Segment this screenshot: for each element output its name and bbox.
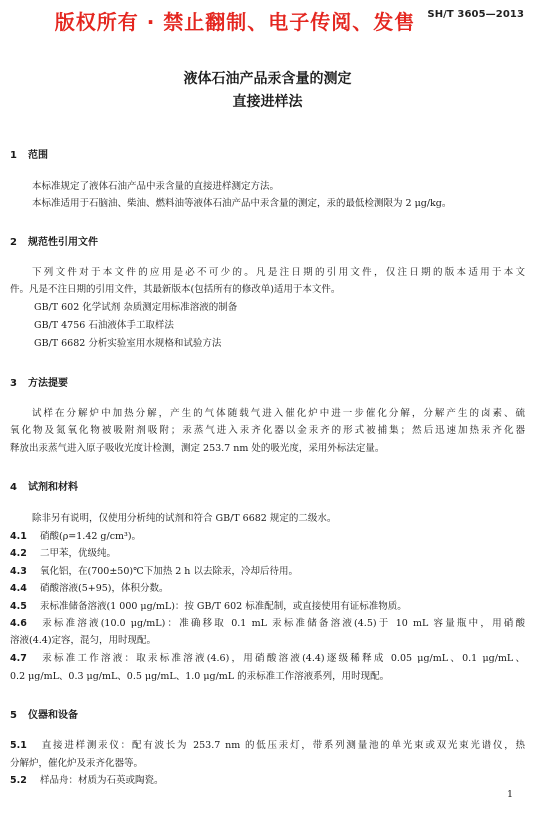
- clause-item: 5.1 直接进样测汞仪：配有波长为 253.7 nm 的低压汞灯，带系列测量池的单光束或双光束光谱仪，热: [10, 740, 525, 751]
- paragraph-line: 试样在分解炉中加热分解，产生的气体随载气进入催化炉中进一步催化分解，分解产生的卤素、硫: [32, 408, 525, 419]
- document-subtitle: 直接进样法: [232, 94, 303, 110]
- section-heading-apparatus: 5 仪器和设备: [10, 710, 78, 721]
- clause-item: 4.2 二甲苯，优级纯。: [10, 548, 117, 559]
- paragraph-line: 本标准适用于石脑油、柴油、燃料油等液体石油产品中汞含量的测定，汞的最低检测限为 2 μg/kg。: [32, 198, 452, 209]
- section-heading-principle: 3 方法提要: [10, 378, 68, 389]
- clause-item: 4.3 氧化铝，在(700±50)℃下加热 2 h 以去除汞，冷却后待用。: [10, 566, 298, 577]
- section-heading-scope: 1 范围: [10, 150, 48, 161]
- paragraph-line: 氧化物及氮氧化物被吸附剂吸附；汞蒸气进入汞齐化器以金汞齐的形式被捕集；然后迅速加热汞齐化器: [10, 425, 525, 436]
- paragraph-line: 本标准规定了液体石油产品中汞含量的直接进样测定方法。: [32, 181, 280, 192]
- document-title: 液体石油产品汞含量的测定: [183, 71, 352, 87]
- standard-number: SH/T 3605—2013: [427, 9, 524, 20]
- page-number: 1: [506, 789, 513, 800]
- clause-item: 4.1 硝酸(ρ=1.42 g/cm³)。: [10, 531, 142, 542]
- paragraph-line: 下列文件对于本文件的应用是必不可少的。凡是注日期的引用文件，仅注日期的版本适用于本文: [32, 267, 525, 278]
- section-heading-reagents: 4 试剂和材料: [10, 482, 78, 493]
- paragraph-line: 除非另有说明，仅使用分析纯的试剂和符合 GB/T 6682 规定的二级水。: [32, 513, 337, 524]
- clause-item: 4.5 汞标准储备溶液(1 000 μg/mL)：按 GB/T 602 标准配制，或直接使用有证标准物质。: [10, 601, 407, 612]
- clause-item: 4.7 汞标准工作溶液：取汞标准溶液(4.6)，用硝酸溶液(4.4)逐级稀释成 0.05 μg/mL、0.1 μg/mL、: [10, 653, 525, 664]
- reference-item: GB/T 602 化学试剂 杂质测定用标准溶液的制备: [34, 302, 238, 313]
- clause-item: 4.4 硝酸溶液(5+95)，体积分数。: [10, 583, 169, 594]
- reference-item: GB/T 6682 分析实验室用水规格和试验方法: [34, 338, 222, 349]
- clause-item-continuation: 溶液(4.4)定容，混匀，用时现配。: [10, 635, 157, 646]
- clause-item-continuation: 分解炉，催化炉及汞齐化器等。: [10, 758, 144, 769]
- clause-item-continuation: 0.2 μg/mL、0.3 μg/mL、0.5 μg/mL、1.0 μg/mL 的汞标准工作溶液系列，用时现配。: [10, 671, 390, 682]
- reference-item: GB/T 4756 石油液体手工取样法: [34, 320, 174, 331]
- copyright-watermark: 版权所有 · 禁止翻制、电子传阅、发售: [54, 10, 416, 34]
- clause-item: 5.2 样品舟：材质为石英或陶瓷。: [10, 775, 164, 786]
- paragraph-line: 件。凡是不注日期的引用文件，其最新版本(包括所有的修改单)适用于本文件。: [10, 284, 341, 295]
- paragraph-line: 释放出汞蒸气进入原子吸收光度计检测，测定 253.7 nm 处的吸光度，采用外标法定量。: [10, 443, 385, 454]
- clause-item: 4.6 汞标准溶液(10.0 μg/mL)：准确移取 0.1 mL 汞标准储备溶液(4.5)于 10 mL 容量瓶中，用硝酸: [10, 618, 525, 629]
- section-heading-normative-references: 2 规范性引用文件: [10, 237, 98, 248]
